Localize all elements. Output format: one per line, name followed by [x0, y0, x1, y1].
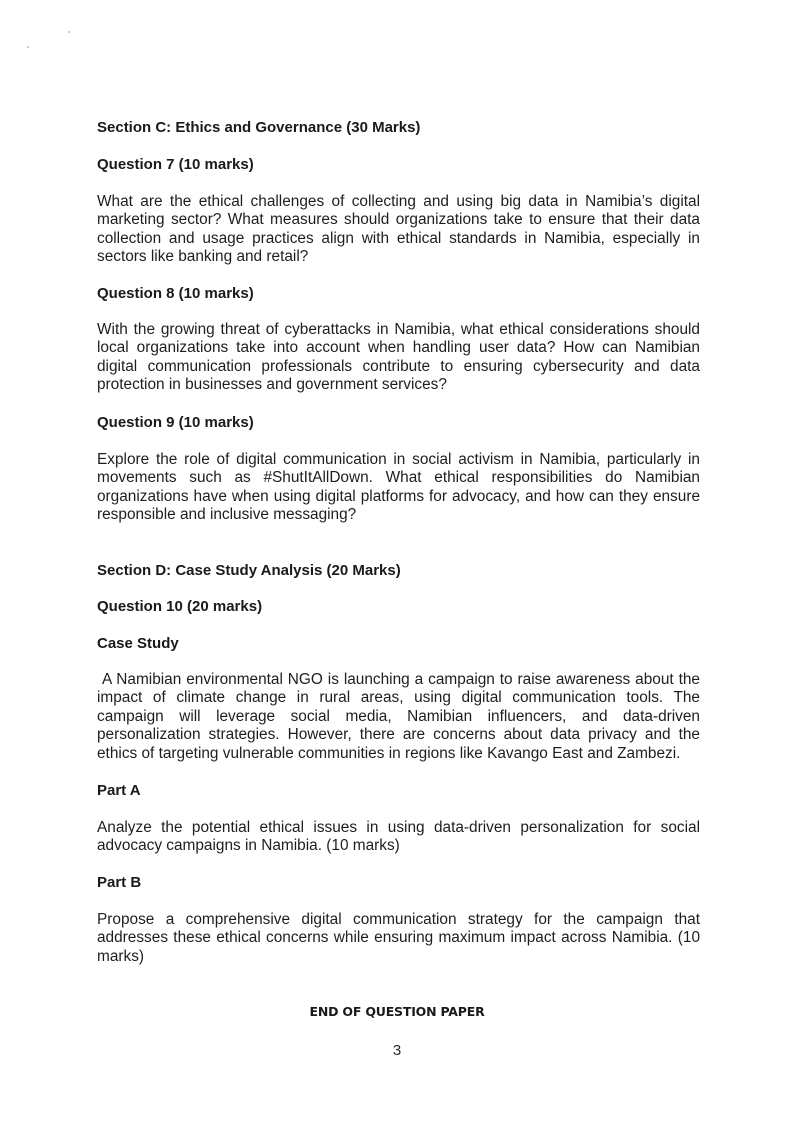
section-c-heading: Section C: Ethics and Governance (30 Marks)	[97, 119, 421, 136]
part-a-label: Part A	[97, 782, 141, 799]
question-10-title: Question 10 (20 marks)	[97, 598, 263, 615]
scan-speck	[27, 46, 29, 48]
case-study-label: Case Study	[97, 635, 179, 652]
case-study-body: A Namibian environmental NGO is launching a campaign to raise awareness about the impact of climate change in rural areas, using digital communication tools. The campaign will leverage social media, Namibian influencers, and data-driven personalization strategies. However, there are concerns about data privacy and the ethics of targeting vulnerable communities in regions like Kavango East and Zambezi.	[97, 671, 705, 762]
part-b-label: Part B	[97, 874, 142, 891]
question-7-body: What are the ethical challenges of collecting and using big data in Namibia’s digital marketing sector? What measures should organizations take to ensure that their data collection and usage practices align with ethical standards in Namibia, especially in sectors like banking and retail?	[97, 193, 700, 266]
part-a-body: Analyze the potential ethical issues in using data-driven personalization for social advocacy campaigns in Namibia. (10 marks)	[97, 819, 700, 855]
question-8-title: Question 8 (10 marks)	[97, 285, 254, 302]
scan-speck	[68, 31, 70, 33]
question-8-body: With the growing threat of cyberattacks in Namibia, what ethical considerations should local organizations take into account when handling user data? How can Namibian digital communication professionals contribute to ensuring cybersecurity and data protection in businesses and government services?	[97, 321, 700, 394]
end-of-paper-label: END OF QUESTION PAPER	[309, 1004, 485, 1019]
question-9-title: Question 9 (10 marks)	[97, 414, 254, 431]
page-number: 3	[392, 1042, 402, 1059]
question-9-body: Explore the role of digital communication in social activism in Namibia, particularly in movements such as #ShutItAllDown. What ethical responsibilities do Namibian organizations have when using digital platforms for advocacy, and how can they ensure responsible and inclusive messaging?	[97, 451, 700, 524]
section-d-heading: Section D: Case Study Analysis (20 Marks)	[97, 562, 401, 579]
part-b-body: Propose a comprehensive digital communication strategy for the campaign that addresses these ethical concerns while ensuring maximum impact across Namibia. (10 marks)	[97, 911, 700, 965]
question-7-title: Question 7 (10 marks)	[97, 156, 254, 173]
